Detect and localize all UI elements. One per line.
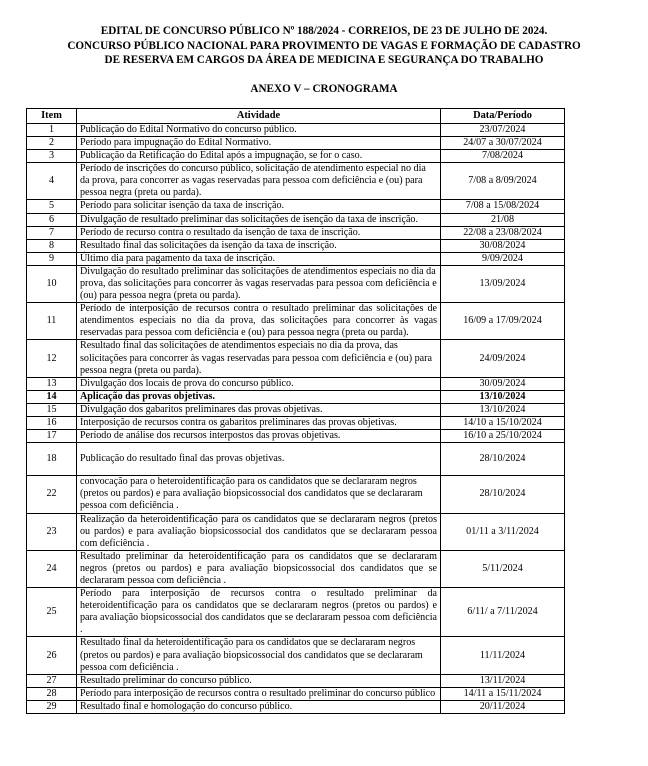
table-row (27, 390, 565, 403)
column-header-atividade: Atividade (77, 108, 441, 123)
row-date: 24/07 a 30/07/2024 (441, 136, 565, 149)
document-header (0, 0, 648, 68)
row-item-number: 18 (27, 443, 77, 476)
table-row (27, 403, 565, 416)
row-activity: Período de inscrições do concurso público, solicitação de atendimento especial no dia da prova, para concorrer as vagas reservadas para pessoa com deficiência e (ou) para pessoa negra (preta ou parda). (77, 163, 441, 200)
row-activity: Resultado final das solicitações de atendimentos especiais no dia da prova, das solicitações para concorrer às vagas reservadas para pessoa com deficiência e (ou) para pessoa negra (preta ou parda). (77, 340, 441, 377)
row-date: 21/08 (441, 213, 565, 226)
row-activity: Período de recurso contra o resultado da isenção de taxa de inscrição. (77, 226, 441, 239)
row-item-number: 1 (27, 123, 77, 136)
row-date: 16/09 a 17/09/2024 (441, 303, 565, 340)
row-item-number: 15 (27, 403, 77, 416)
row-activity: Período de interposição de recursos contra o resultado preliminar das solicitações de atendimentos especiais no dia da prova, das solicitações para concorrer às vagas reservadas para pessoa com deficiência e (ou) para pessoa negra (preta ou parda). (77, 303, 441, 340)
row-date: 14/11 a 15/11/2024 (441, 687, 565, 700)
schedule-table (26, 108, 565, 714)
table-row (27, 213, 565, 226)
row-activity: Realização da heteroidentificação para os candidatos que se declararam negros (pretos ou pardos) e para avaliação biopsicossocial dos candidatos que se declararam pessoa com deficiência . (77, 513, 441, 550)
schedule-table-body (27, 123, 565, 713)
row-activity: Interposição de recursos contra os gabaritos preliminares das provas objetivas. (77, 417, 441, 430)
row-activity: Publicação do Edital Normativo do concurso público. (77, 123, 441, 136)
row-activity: Divulgação dos gabaritos preliminares das provas objetivas. (77, 403, 441, 416)
row-activity: Período de análise dos recursos interpostos das provas objetivas. (77, 430, 441, 443)
row-activity: Período para interposição de recursos contra o resultado preliminar do concurso público (77, 687, 441, 700)
table-row (27, 674, 565, 687)
row-date: 5/11/2024 (441, 550, 565, 587)
row-item-number: 7 (27, 226, 77, 239)
column-header-item: Item (27, 108, 77, 123)
table-row (27, 226, 565, 239)
table-row (27, 150, 565, 163)
row-activity: Publicação da Retificação do Edital após a impugnação, se for o caso. (77, 150, 441, 163)
table-row (27, 476, 565, 513)
row-date: 28/10/2024 (441, 443, 565, 476)
table-header-row (27, 108, 565, 123)
table-row (27, 687, 565, 700)
row-item-number: 28 (27, 687, 77, 700)
row-item-number: 8 (27, 239, 77, 252)
row-date: 9/09/2024 (441, 252, 565, 265)
row-activity: Divulgação do resultado preliminar das solicitações de atendimentos especiais no dia da prova, das solicitações para concorrer às vagas reservadas para pessoa com deficiência e (ou) para pessoa negra (preta ou parda). (77, 265, 441, 302)
row-activity: Aplicação das provas objetivas. (77, 390, 441, 403)
row-date: 28/10/2024 (441, 476, 565, 513)
row-item-number: 11 (27, 303, 77, 340)
table-row (27, 550, 565, 587)
table-row (27, 252, 565, 265)
table-row (27, 443, 565, 476)
table-row (27, 123, 565, 136)
row-item-number: 10 (27, 265, 77, 302)
row-activity: Período para solicitar isenção da taxa de inscrição. (77, 200, 441, 213)
row-item-number: 22 (27, 476, 77, 513)
table-row (27, 239, 565, 252)
row-date: 23/07/2024 (441, 123, 565, 136)
table-row (27, 163, 565, 200)
header-line-1: EDITAL DE CONCURSO PÚBLICO Nº 188/2024 - CORREIOS, DE 23 DE JULHO DE 2024. (100, 25, 548, 37)
table-row (27, 700, 565, 713)
table-row (27, 513, 565, 550)
row-date: 7/08/2024 (441, 150, 565, 163)
row-date: 11/11/2024 (441, 637, 565, 674)
row-date: 22/08 a 23/08/2024 (441, 226, 565, 239)
row-item-number: 5 (27, 200, 77, 213)
row-date: 13/11/2024 (441, 674, 565, 687)
row-date: 13/10/2024 (441, 390, 565, 403)
table-row (27, 136, 565, 149)
row-item-number: 16 (27, 417, 77, 430)
column-header-data: Data/Período (441, 108, 565, 123)
row-activity: Último dia para pagamento da taxa de inscrição. (77, 252, 441, 265)
row-item-number: 24 (27, 550, 77, 587)
table-row (27, 588, 565, 637)
row-date: 20/11/2024 (441, 700, 565, 713)
annex-title: ANEXO V – CRONOGRAMA (250, 82, 398, 95)
table-row (27, 417, 565, 430)
row-date: 7/08 a 15/08/2024 (441, 200, 565, 213)
row-date: 16/10 a 25/10/2024 (441, 430, 565, 443)
table-row (27, 265, 565, 302)
row-date: 14/10 a 15/10/2024 (441, 417, 565, 430)
row-item-number: 27 (27, 674, 77, 687)
row-item-number: 3 (27, 150, 77, 163)
row-activity: Publicação do resultado final das provas objetivas. (77, 443, 441, 476)
row-activity: Resultado final da heteroidentificação para os candidatos que se declararam negros (pretos ou pardos) e para avaliação biopsicossocial dos candidatos que se declararam pessoa com deficiência . (77, 637, 441, 674)
row-date: 13/10/2024 (441, 403, 565, 416)
row-item-number: 26 (27, 637, 77, 674)
row-date: 30/09/2024 (441, 377, 565, 390)
row-activity: Resultado preliminar da heteroidentificação para os candidatos que se declararam negros (pretos ou pardos) e para avaliação biopsicossocial dos candidatos que se declararam pessoa com deficiência . (77, 550, 441, 587)
row-activity: Período para interposição de recursos contra o resultado preliminar da heteroidentificação para os candidatos que se declararam negros (pretos ou pardos) e para avaliação biopsicossocial dos candidatos que se declararam pessoa com deficiência . (77, 588, 441, 637)
row-item-number: 14 (27, 390, 77, 403)
row-date: 24/09/2024 (441, 340, 565, 377)
row-activity: Período para impugnação do Edital Normativo. (77, 136, 441, 149)
row-activity: Resultado preliminar do concurso público. (77, 674, 441, 687)
row-item-number: 13 (27, 377, 77, 390)
row-item-number: 4 (27, 163, 77, 200)
table-row (27, 340, 565, 377)
row-activity: Resultado final e homologação do concurso público. (77, 700, 441, 713)
header-line-3: DE RESERVA EM CARGOS DA ÁREA DE MEDICINA E SEGURANÇA DO TRABALHO (104, 54, 544, 67)
row-item-number: 6 (27, 213, 77, 226)
row-item-number: 9 (27, 252, 77, 265)
row-item-number: 25 (27, 588, 77, 637)
row-date: 30/08/2024 (441, 239, 565, 252)
table-row (27, 200, 565, 213)
table-row (27, 377, 565, 390)
row-item-number: 29 (27, 700, 77, 713)
row-item-number: 12 (27, 340, 77, 377)
row-date: 6/11/ a 7/11/2024 (441, 588, 565, 637)
row-item-number: 17 (27, 430, 77, 443)
header-line-2: CONCURSO PÚBLICO NACIONAL PARA PROVIMENTO DE VAGAS E FORMAÇÃO DE CADASTRO (67, 39, 581, 52)
row-date: 13/09/2024 (441, 265, 565, 302)
table-row (27, 303, 565, 340)
row-date: 7/08 a 8/09/2024 (441, 163, 565, 200)
row-activity: Divulgação de resultado preliminar das solicitações de isenção da taxa de inscrição. (77, 213, 441, 226)
row-item-number: 2 (27, 136, 77, 149)
row-item-number: 23 (27, 513, 77, 550)
row-date: 01/11 a 3/11/2024 (441, 513, 565, 550)
row-activity: Resultado final das solicitações da isenção da taxa de inscrição. (77, 239, 441, 252)
row-activity: convocação para o heteroidentificação para os candidatos que se declararam negros (pretos ou pardos) e para avaliação biopsicossocial dos candidatos que se declararam pessoa com deficiência . (77, 476, 441, 513)
table-row (27, 430, 565, 443)
row-activity: Divulgação dos locais de prova do concurso público. (77, 377, 441, 390)
table-row (27, 637, 565, 674)
